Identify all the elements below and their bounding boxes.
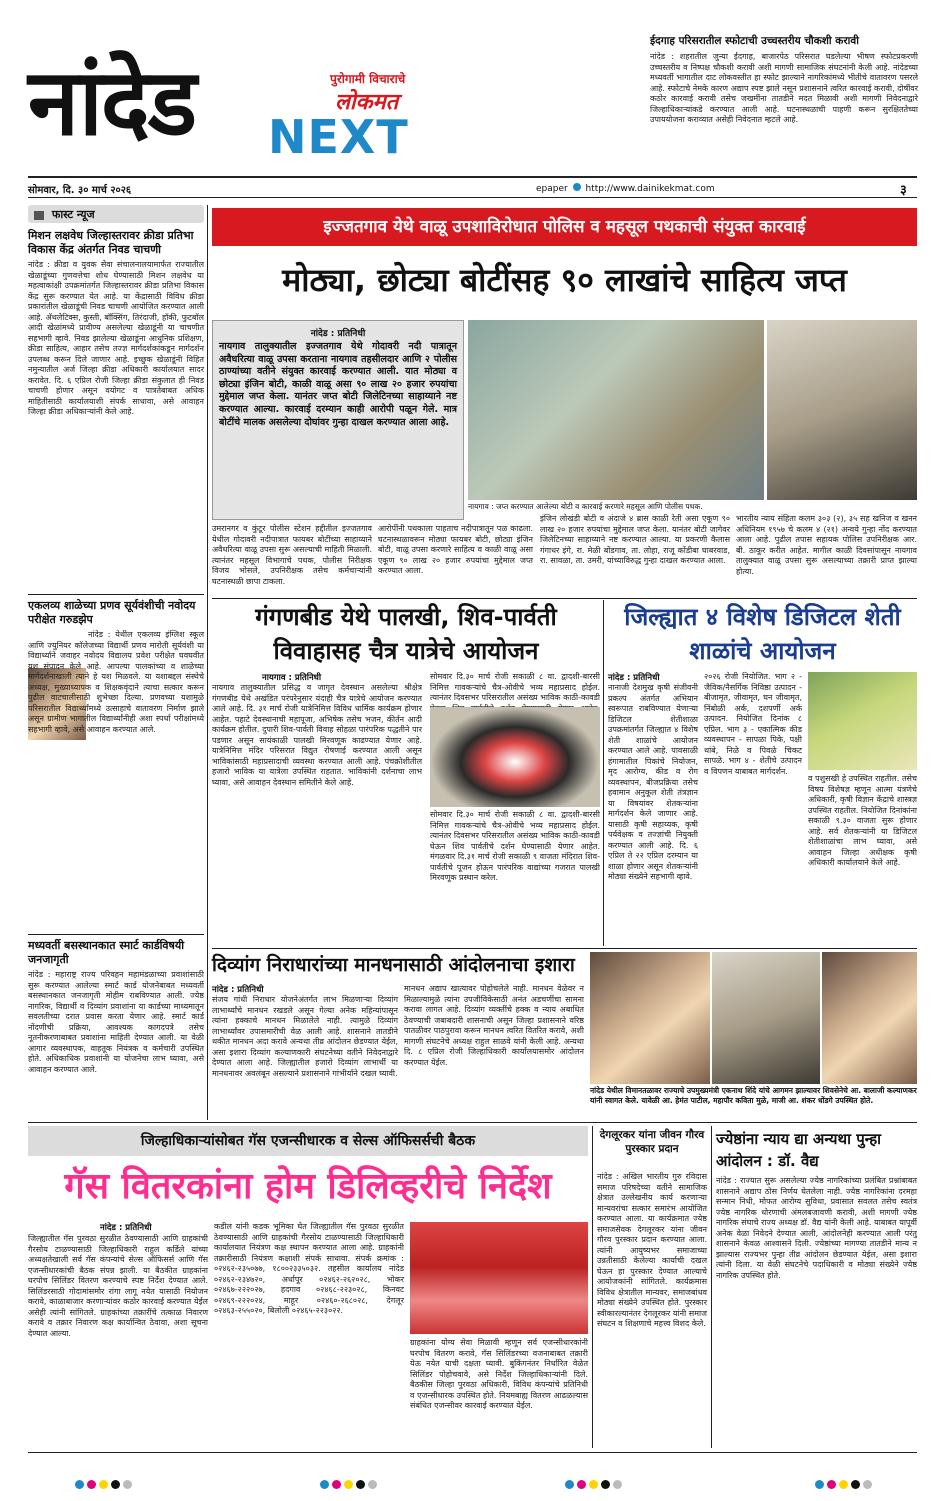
digital-schools-body-3: व पशुसखी हे उपस्थित राहतील. तसेच विषय विशेषज्ञ म्हणून आत्मा यंत्रणेचे अधिकारी, कृषी विज्ञान केंद्राचे शास्त्रज्ञ उपस्थित राहतील. नियोजित दिनांकांना सकाळी ९.३० वाजता सुरू होणार आहे. सर्व शेतकऱ्यांनी या डिजिटल शेतीशाळांचा लाभ घ्यावा, असे आवाहन जिल्हा अधीक्षक कृषी अधिकारी कार्यालयाने केले आहे. xyxy=(808,774,917,867)
newspaper-icon xyxy=(34,211,44,220)
gangambid-body-2: सोमवार दि.३० मार्च रोजी सकाळी ८ वा. द्वादशी-बारसी निमित्त गावकऱ्यांचे चैत्र-ओवीचे भव्य महाप्रसाद होईल. त्यानंतर दिवसभर परिसरातील असंख्य भाविक काठी-कावडी xyxy=(430,672,600,702)
lead-photo-officials xyxy=(767,320,917,500)
section-rule xyxy=(28,1122,917,1123)
lead-headline: मोठ्या, छोट्या बोटींसह ९० लाखांचे साहित्य जप्त xyxy=(282,261,847,299)
brand-tagline: पुरोगामी विचाराचे xyxy=(330,72,406,86)
top-right-headline: ईदगाह परिसरातील स्फोटाची उच्चस्तरीय चौकशी करावी xyxy=(650,35,859,47)
fast-news-2-body: नांदेड : येथील एकलव्य इंग्लिश स्कूल आणि ज्युनियर कॉलेजच्या विद्यार्थी प्रणव मारोती सूर्यवंशी या विद्यार्थ्याने जवाहर नवोदय विद्यालय प्रवेश परीक्षेत घवघवीत यश संपादन केले आहे. आपल्या पालकांच्या व शाळेच्या मार्गदर्शनाखाली त्याने हे यश मिळवले. या यशाबद्दल संस्थेचे अध्यक्ष, मुख्याध्यापक व शिक्षकवृंदाने त्याचा सत्कार करून पुढील वाटचालीसाठी शुभेच्छा दिल्या. प्रणवच्या यशामुळे परिसरातील विद्यार्थ्यांमध्ये उत्साहाचे वातावरण निर्माण झाले असून ग्रामीण भागातील विद्यार्थ्यांनीही अशा स्पर्धा परीक्षांमध्ये सहभागी व्हावे, असे आवाहन करण्यात आले. xyxy=(28,630,204,734)
masthead-title: नांदेड xyxy=(28,49,195,156)
digital-schools-body-2: २०२६ रोजी नियोजित. भाग २ - जैविक/नैसर्गिक निविष्ठा उत्पादन - बीजामृत, जीवामृत, घन जीवामृत, निंबोळी अर्क, दशपर्णी अर्क उत्पादन. नियोजित दिनांक ८ एप्रिल. भाग ३ - एकात्मिक कीड व्यवस्थापन - सापळा पिके, पक्षी थांबे, निळे व पिवळे चिकट सापळे. भाग ४ - शेतीचे उत्पादन व विपणन याबाबत मार्गदर्शन. xyxy=(704,672,802,776)
brand-logo: लोकमत xyxy=(335,90,399,115)
gas-byline: नांदेड : प्रतिनिधी xyxy=(100,1223,152,1233)
deglurkar-headline: देगलूरकर यांना जीवन गौरव पुरस्कार प्रदान xyxy=(599,1129,705,1155)
gas-kicker: जिल्हाधिकाऱ्यांसोबत गॅस एजन्सीधारक व सेल्स ऑफिसर्सची बैठक xyxy=(140,1133,476,1149)
masthead-rule xyxy=(28,176,917,178)
globe-icon xyxy=(573,183,581,191)
vaidya-headline: ज्येष्ठांना न्याय द्या अन्यथा पुन्हा आंदोलन : डॉ. वैद्य xyxy=(716,1130,882,1170)
gas-cylinders-photo xyxy=(410,1222,588,1334)
fast-news-2-headline: एकलव्य शाळेच्या प्रणव सूर्यवंशीची नवोदय परीक्षेत गरुडझेप xyxy=(28,599,196,626)
page-number: ३ xyxy=(900,183,907,198)
divyang-photo-1 xyxy=(590,952,710,1084)
fast-news-1-headline: मिशन लक्षवेध जिल्हास्तरावर क्रीडा प्रतिभा विकास केंद्र अंतर्गत निवड चाचणी xyxy=(28,229,194,256)
column-rule xyxy=(207,205,208,1120)
lead-intro: नायगाव तालुक्यातील इज्जतगाव येथे गोदावरी नदी पात्रातून अवैधरित्या वाळू उपसा करताना नायगाव तहसीलदार आणि २ पोलीस ठाण्यांच्या वतीने संयुक्त कारवाई करण्यात आली. यात मोठ्या व छोट्या इंजिन बोटी, काळी वाळू असा ९० लाख २० हजार रुपयांचा मुद्देमाल जप्त केला. यानंतर जप्त बोटी जिलेटिनच्या साहाय्याने नष्ट करण्यात आल्या. कारवाई दरम्यान काही आरोपी पळून गेले. मात्र बोटींचे मालक असलेल्या दोघांवर गुन्हा दाखल करण्यात आला आहे. xyxy=(219,341,457,428)
divyang-photo-3 xyxy=(822,952,917,1084)
fast-news-label-box xyxy=(28,205,204,223)
gas-headline: गॅस वितरकांना होम डिलिव्हरीचे निर्देश xyxy=(64,1166,552,1207)
section-rule xyxy=(212,598,917,599)
divyang-photo-caption: नांदेड येथील विमानतळावर राज्याचे उपमुख्यमंत्री एकनाथ शिंदे यांचे आगमन झाल्यावर शिवसेनेचे आ. बालाजी कल्याणकर यांनी स्वागत केले. यावेळी आ. हेमंत पाटील, महापौर कविता मुळे, माजी आ. शंकर धोंडगे उपस्थित होते. xyxy=(590,1086,917,1105)
column-rule xyxy=(592,1126,593,1448)
gas-col-3: ग्राहकांना योग्य सेवा मिळावी म्हणून सर्व एजन्सीधारकांनी घरपोच वितरण करावे, गॅस सिलिंडरच्या वजनाबाबत तक्रारी येऊ नयेत याची दक्षता घ्यावी. बुकिंगनंतर निर्धारित वेळेत सिलिंडर पोहोचवावे, असे निर्देश जिल्हाधिकाऱ्यांनी दिले. बैठकीस जिल्हा पुरवठा अधिकारी, विविध कंपन्यांचे प्रतिनिधी व एजन्सीधारक उपस्थित होते. नियमबाह्य वितरण आढळल्यास संबंधित एजन्सीवर कारवाई करण्यात येईल. xyxy=(410,1338,588,1410)
registration-marks-far-right xyxy=(815,1474,875,1493)
lead-col-2: आरोपींनी पथकाला पाहताच नदीपात्रातून पळ काढला. घटनास्थळावरून मोठ्या फायबर बोटी, छोट्या इंजिन बोटी, वाळू उपसा करणारे साहित्य व काळी वाळू असा एकूण ९० लाख २० हजार रुपयांचा मुद्देमाल जप्त करण्यात आला. xyxy=(378,524,533,575)
footer-rule xyxy=(28,1452,917,1453)
gangambid-byline: नायगाव : प्रतिनिधी xyxy=(262,673,322,683)
lead-col-3: इंजिन लोखंडी बोटी व अंदाजे ४ ब्रास काळी रेती असा एकूण ९० लाख २० हजार रुपयांचा मुद्देमाल जप्त केला. यानंतर बोटी जागेवर जिलेटिनच्या साहाय्याने नष्ट करण्यात आल्या. या प्रकरणी कैलास गंगाधर इंगे, रा. मेळी बोंडगाव, ता. लोहा, राजू कोंडीबा घाबरवाड, रा. सावळा, ता. उमरी, यांच्याविरुद्ध गुन्हा दाखल करण्यात आला. xyxy=(540,514,730,565)
lead-byline: नांदेड : प्रतिनिधी xyxy=(310,329,366,339)
section-rule xyxy=(212,948,917,949)
lead-photo-caption: नायगाव : जप्त करण्यात आलेल्या बोटी व कारवाई करणारे महसूल आणि पोलीस पथक. xyxy=(468,502,703,511)
digital-schools-headline: जिल्ह्यात ४ विशेष डिजिटल शेती शाळांचे आयोजन xyxy=(624,603,901,665)
top-right-story xyxy=(650,35,918,173)
gangambid-body: नायगाव तालुक्यातील प्रसिद्ध व जागृत देवस्थान असलेल्या श्रीक्षेत्र गंगणबीड येथे अखंडित परंपरेनुसार यंदाही चैत्र यात्रेचे आयोजन करण्यात आले आहे. दि. ३१ मार्च रोजी यात्रेनिमित्त विविध धार्मिक कार्यक्रम होणार आहेत. पहाटे देवस्थानाची महापूजा, अभिषेक तसेच भजन, कीर्तन आदी कार्यक्रम होतील. दुपारी शिव-पार्वती विवाह सोहळा पारंपरिक पद्धतीने पार पडणार असून सायंकाळी पालखी मिरवणूक काढण्यात येणार आहे. यात्रेनिमित्त मंदिर परिसरात विद्युत रोषणाई करण्यात आली असून भाविकांसाठी महाप्रसादाची व्यवस्था करण्यात आली आहे. पंचक्रोशीतील हजारो भाविक या यात्रेला उपस्थित राहतात. भाविकांनी दर्शनाचा लाभ घ्यावा, असे आवाहन देवस्थान समितीने केले आहे. xyxy=(212,683,422,787)
top-right-body: नांदेड : शहरातील जुन्या ईदगाह, बाजारपेठ परिसरात घडलेल्या भीषण स्फोटप्रकरणी उच्चस्तरीय व निष्पक्ष चौकशी करावी अशी मागणी सामाजिक संघटनांनी केली आहे. नांदेडच्या मध्यवर्ती भागातील दाट लोकवस्तीत हा स्फोट झाल्याने नागरिकांमध्ये भीतीचे वातावरण पसरले आहे. स्फोटाचे नेमके कारण अद्याप स्पष्ट झाले नसून प्रशासनाने त्वरित कारवाई करावी, दोषींवर कठोर कारवाई करावी तसेच जखमींना तातडीने मदत मिळावी अशी मागणी निवेदनाद्वारे जिल्हाधिकाऱ्यांकडे करण्यात आली आहे. घटनास्थळाची पाहणी करून सुरक्षिततेच्या उपाययोजना कराव्यात असेही निवेदनात म्हटले आहे. xyxy=(650,52,918,124)
fast-news-3-headline: मध्यवर्ती बसस्थानकात स्मार्ट कार्डविषयी जनजागृती xyxy=(28,939,185,966)
registration-marks-left xyxy=(75,1474,135,1493)
divyang-body-2: मानधन अद्याप खात्यावर पोहोचलेले नाही. मानधन वेळेवर न मिळाल्यामुळे त्यांना उपजीविकेसाठी अनंत अडचणींचा सामना करावा लागत आहे. दिव्यांग व्यक्तींचे हक्क व न्याय अबाधित ठेवण्याची जबाबदारी शासनाची असून जिल्हा प्रशासनाने वरिष्ठ पातळीवर पाठपुरावा करून मानधन त्वरित वितरित करावे, अशी मागणी संघटनेचे अध्यक्ष राहुल साळवे यांनी केली आहे. अन्यथा दि. ८ एप्रिल रोजी जिल्हाधिकारी कार्यालयासमोर आंदोलन करण्यात येईल. xyxy=(404,984,584,1067)
divyang-byline: नांदेड : प्रतिनिधी xyxy=(212,985,264,995)
gangambid-headline: गंगणबीड येथे पालखी, शिव-पार्वती विवाहासह चैत्र यात्रेचे आयोजन xyxy=(255,603,557,665)
divyang-photo-2 xyxy=(712,952,820,1084)
registration-marks-right xyxy=(565,1474,625,1493)
fast-news-divider xyxy=(28,934,204,935)
fast-news-divider xyxy=(28,594,204,595)
gangambid-photo xyxy=(430,707,600,807)
digital-schools-photo xyxy=(808,672,917,770)
lead-photo-boats xyxy=(468,320,764,500)
digital-schools-byline: नांदेड : प्रतिनिधी xyxy=(608,673,660,683)
gas-col-2: कडील यांनी कडक भूमिका घेत जिल्ह्यातील गॅस पुरवठा सुरळीत ठेवण्यासाठी आणि ग्राहकांची गैरसोय टाळण्यासाठी जिल्हाधिकारी कार्यालयात नियंत्रण कक्ष स्थापन करण्यात आला आहे. ग्राहकांनी तक्रारीसाठी नियंत्रण कक्षाशी संपर्क साधावा. संपर्क क्रमांक : ०२४६२-२३५०७७, १८००२३३५०३२. तहसील कार्यालय नांदेड ०२४६२-२३४७२०, अर्धापूर ०२४६२-२६२०२८, भोकर ०२४६७-२२२०२७, हदगाव ०२४६८-२२३०२८, किनवट ०२४६९-२२२०२४, माहूर ०२४६०-२६८०२८, देगलूर ०२४६३-२५५०२०, बिलोली ०२४६५-२२३०२२. xyxy=(214,1222,404,1315)
divyang-body: संजय गांधी निराधार योजनेअंतर्गत लाभ मिळणाऱ्या दिव्यांग लाभार्थ्यांचे मानधन रखडले असून गेल्या अनेक महिन्यांपासून त्यांना हक्काचे मानधन मिळालेले नाही. त्यामुळे दिव्यांग लाभार्थ्यांवर उपासमारीची वेळ आली आहे. शासनाने तातडीने थकीत मानधन अदा करावे अन्यथा तीव्र आंदोलन छेडण्यात येईल, असा इशारा दिव्यांग कल्याणकारी संघटनेच्या वतीने निवेदनाद्वारे देण्यात आला आहे. जिल्ह्यातील हजारो दिव्यांग लाभार्थी या मानधनावर अवलंबून असल्याने प्रशासनाने गांभीर्याने दखल घ्यावी. xyxy=(212,995,398,1078)
column-rule xyxy=(603,600,604,946)
fast-news-label: फास्ट न्यूज xyxy=(51,208,95,221)
vaidya-body: नांदेड : राज्यात सुरू असलेल्या ज्येष्ठ नागरिकांच्या प्रलंबित प्रश्नांबाबत शासनाने अद्याप ठोस निर्णय घेतलेला नाही. ज्येष्ठ नागरिकांना दरमहा सन्मान निधी, मोफत आरोग्य सुविधा, प्रवासात सवलत तसेच स्वतंत्र ज्येष्ठ नागरिक धोरणाची अंमलबजावणी करावी, अशी मागणी ज्येष्ठ नागरिक संघाचे राज्य अध्यक्ष डॉ. वैद्य यांनी केली आहे. याबाबत यापूर्वी अनेक वेळा निवेदने देण्यात आली, आंदोलनेही करण्यात आली परंतु शासनाने केवळ आश्वासने दिली. ज्येष्ठांच्या मागण्या तातडीने मान्य न झाल्यास राज्यभर पुन्हा तीव्र आंदोलन छेडण्यात येईल, असा इशारा त्यांनी दिला. या वेळी संघटनेचे पदाधिकारी व मोठ्या संख्येने ज्येष्ठ नागरिक उपस्थित होते. xyxy=(716,1176,917,1280)
gas-kicker-band xyxy=(28,1126,588,1156)
issue-date: सोमवार, दि. ३० मार्च २०२६ xyxy=(28,185,132,196)
fast-news-3-body: नांदेड : महाराष्ट्र राज्य परिवहन महामंडळाच्या प्रवाशांसाठी सुरू करण्यात आलेल्या स्मार्ट कार्ड योजनेबाबत मध्यवर्ती बसस्थानकात जनजागृती मोहीम राबविण्यात आली. ज्येष्ठ नागरिक, विद्यार्थी व दिव्यांग प्रवाशांना या कार्डच्या माध्यमातून सवलतीच्या दरात प्रवास करता येणार आहे. स्मार्ट कार्ड नोंदणीची प्रक्रिया, आवश्यक कागदपत्रे तसेच नूतनीकरणाबाबत प्रवाशांना माहिती देण्यात आली. या वेळी आगार व्यवस्थापक, वाहतूक नियंत्रक व कर्मचारी उपस्थित होते. अधिकाधिक प्रवाशांनी या योजनेचा लाभ घ्यावा, असे आवाहन करण्यात आले. xyxy=(28,970,204,1074)
registration-marks-center xyxy=(320,1474,380,1493)
lead-intro-box xyxy=(212,320,464,520)
website-link[interactable]: http://www.dainikekmat.com xyxy=(585,184,715,194)
date-bar xyxy=(28,180,917,198)
epaper-label xyxy=(536,183,715,194)
lead-col-1: उमरानगर व कुंटूर पोलीस स्टेशन हद्दीतील इज्जतगाव येथील गोदावरी नदीपात्रात फायबर बोटींच्या साहाय्याने अवैधरित्या वाळू उपसा सुरू असल्याची माहिती मिळाली. त्यानंतर महसूल विभागाचे पथक, पोलीस निरीक्षक विजय भोसले, उपनिरीक्षक तसेच कर्मचाऱ्यांनी घटनास्थळी छापा टाकला. xyxy=(212,524,372,586)
lead-kicker: इज्जतगाव येथे वाळू उपशाविरोधात पोलिस व महसूल पथकाची संयुक्त कारवाई xyxy=(323,217,806,237)
column-rule xyxy=(711,1126,712,1448)
gangambid-body-3: सोमवार दि.३० मार्च रोजी सकाळी ८ वा. द्वादशी-बारसी निमित्त गावकऱ्यांचे चैत्र-ओवीचे भव्य महाप्रसाद होईल. त्यानंतर दिवसभर परिसरातील असंख्य भाविक काठी-कावडी घेऊन शिव पार्वतीचे दर्शन घेण्यासाठी येणार आहेत. मंगळवार दि.३१ मार्च रोजी सकाळी ९ वाजता मंदिरात शिव-पार्वतीचे पूजन होऊन पारंपरिक वाद्यांच्या गजरात पालखी मिरवणूक प्रस्थान करेल. xyxy=(430,810,600,882)
epaper-text: epaper xyxy=(536,184,568,194)
gas-col-1: जिल्ह्यातील गॅस पुरवठा सुरळीत ठेवण्यासाठी आणि ग्राहकांची गैरसोय टाळण्यासाठी जिल्हाधिकारी राहुल कर्डिले यांच्या अध्यक्षतेखाली सर्व गॅस कंपन्यांचे सेल्स ऑफिसर्स आणि गॅस एजन्सीधारकांची बैठक संपन्न झाली. या बैठकीत ग्राहकांना घरपोच सिलिंडर वितरण करण्याचे स्पष्ट निर्देश देण्यात आले. सिलिंडरसाठी गोदामांसमोर रांगा लागू नयेत यासाठी नियोजन करावे, काळाबाजार करणाऱ्यांवर कठोर कारवाई करण्यात येईल असेही त्यांनी सांगितले. ग्राहकांच्या तक्रारींचे तत्काळ निवारण करावे व तक्रार निवारण कक्ष कार्यान्वित ठेवावा, अशा सूचना देण्यात आल्या. xyxy=(28,1234,208,1338)
digital-schools-body: नानाजी देशमुख कृषी संजीवनी प्रकल्प अंतर्गत अभियान स्वरूपात राबविण्यात येणाऱ्या डिजिटल शेतीशाळा उपक्रमांतर्गत जिल्ह्यात ४ विशेष शेती शाळांचे आयोजन करण्यात आले आहे. पावसाळी हंगामातील पिकांचे नियोजन, मृद आरोग्य, कीड व रोग व्यवस्थापन, बीजप्रक्रिया तसेच हवामान अनुकूल शेती तंत्रज्ञान या विषयांवर शेतकऱ्यांना मार्गदर्शन केले जाणार आहे. यासाठी कृषी सहाय्यक, कृषी पर्यवेक्षक व तज्ज्ञांची नियुक्ती करण्यात आली आहे. दि. ६ एप्रिल ते २२ एप्रिल दरम्यान या शाळा होणार असून शेतकऱ्यांनी मोठ्या संख्येने सहभागी व्हावे. xyxy=(608,683,698,881)
deglurkar-body: नांदेड : अखिल भारतीय गुरु रविदास समाज परिषदेच्या वतीने सामाजिक क्षेत्रात उल्लेखनीय कार्य करणाऱ्या मान्यवरांचा सत्कार समारंभ आयोजित करण्यात आला. या कार्यक्रमात ज्येष्ठ समाजसेवक देगलूरकर यांना जीवन गौरव पुरस्कार प्रदान करण्यात आला. त्यांनी आयुष्यभर समाजाच्या उन्नतीसाठी केलेल्या कार्याची दखल घेऊन हा पुरस्कार देण्यात आल्याचे आयोजकांनी सांगितले. कार्यक्रमास विविध क्षेत्रातील मान्यवर, समाजबांधव मोठ्या संख्येने उपस्थित होते. पुरस्कार स्वीकारल्यानंतर देगलूरकर यांनी समाज संघटन व शिक्षणाचे महत्त्व विशद केले. xyxy=(597,1172,707,1328)
next-logo: NEXT xyxy=(268,110,409,164)
fast-news-1-body: नांदेड : क्रीडा व युवक सेवा संचालनालयामार्फत राज्यातील खेळाडूंच्या गुणवत्तेचा शोध घेण्यासाठी मिशन लक्षवेध या महत्वाकांक्षी उपक्रमांतर्गत जिल्हास्तरावर क्रीडा प्रतिभा विकास केंद्र सुरू करण्यात येत आहे. या केंद्रासाठी विविध क्रीडा प्रकारांतील खेळाडूंची निवड चाचणी आयोजित करण्यात आली आहे. ॲथलेटिक्स, कुस्ती, बॉक्सिंग, तिरंदाजी, हॉकी, फुटबॉल आदी खेळांमध्ये प्रावीण्य असलेल्या खेळाडूंनी या चाचणीत सहभागी व्हावे. निवड झालेल्या खेळाडूंना आधुनिक प्रशिक्षण, क्रीडा साहित्य, आहार तसेच तज्ज्ञ मार्गदर्शकांकडून मार्गदर्शन उपलब्ध करून दिले जाणार आहे. इच्छुक खेळाडूंनी विहित नमुन्यातील अर्ज जिल्हा क्रीडा अधिकारी कार्यालयात सादर करावेत. दि. ६ एप्रिल रोजी जिल्हा क्रीडा संकुलात ही निवड चाचणी होणार असून वयोगट व पात्रतेबाबत अधिक माहितीसाठी कार्यालयाशी संपर्क साधावा, असे आवाहन जिल्हा क्रीडा अधिकाऱ्यांनी केले आहे. xyxy=(28,260,204,416)
divyang-headline: दिव्यांग निराधारांच्या मानधनासाठी आंदोलनाचा इशारा xyxy=(212,954,575,976)
lead-col-4: भारतीय न्याय संहिता कलम ३०३ (२), ३५ सह खनिज व खनन अधिनियम १९५७ चे कलम ४ (२१) अन्वये गुन्हा नोंद करण्यात आला आहे. पुढील तपास सहायक पोलिस उपनिरीक्षक आर. बी. ठाकूर करीत आहेत. मागील काळी दिवसांपासून नायगाव तालुक्यात वाळू उपसा सुरू असल्याच्या तक्रारी प्राप्त झाल्या होत्या. xyxy=(736,514,917,576)
lead-kicker-band xyxy=(212,208,917,246)
